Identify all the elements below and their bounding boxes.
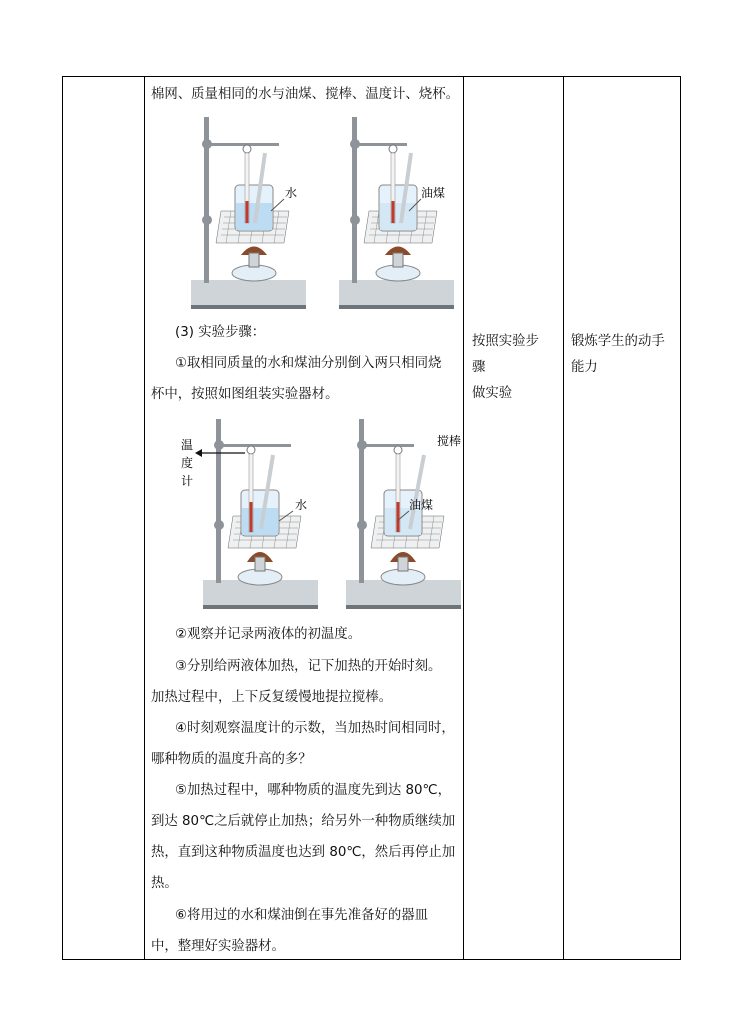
apparatus-left [203, 419, 318, 609]
svg-text:温: 温 [181, 438, 194, 452]
stir-rod-label: 搅棒 [437, 434, 462, 448]
step5-line4: 热。 [151, 876, 178, 891]
svg-text:度: 度 [181, 456, 194, 470]
column-divider [463, 77, 464, 959]
student-activity-line1: 按照实验步骤 [472, 334, 539, 375]
apparatus-figure-2 [179, 417, 463, 617]
column-divider [563, 77, 564, 959]
figure2-water-label: 水 [295, 498, 308, 512]
step3-line1: ③分别给两液体加热，记下加热的开始时刻。 [175, 659, 442, 674]
step-heading: (3) 实验步骤： [175, 325, 266, 340]
step5-line3: 热，直到这种物质温度也达到 80℃，然后再停止加 [151, 845, 456, 860]
design-intent-cell [571, 329, 675, 381]
step5-line1: ⑤加热过程中，哪种物质的温度先到达 80℃， [175, 783, 451, 798]
figure1-water-label: 水 [285, 186, 298, 200]
step5-line2: 到达 80℃之后就停止加热；给另外一种物质继续加 [151, 814, 456, 829]
student-activity-cell [472, 329, 552, 407]
step2: ②观察并记录两液体的初温度。 [175, 627, 362, 642]
apparatus-figure-1 [189, 113, 459, 313]
apparatus-left [191, 117, 306, 309]
materials-line: 棉网、质量相同的水与油煤、搅棒、温度计、烧杯。 [151, 87, 459, 102]
step6-line2: 中，整理好实验器材。 [151, 939, 285, 954]
teaching-content-cell [145, 77, 463, 959]
step1-line1: ①取相同质量的水和煤油分别倒入两只相同烧 [175, 356, 442, 371]
lesson-table [62, 76, 681, 960]
step6-line1: ⑥将用过的水和煤油倒在事先准备好的器皿 [175, 908, 429, 923]
svg-text:计: 计 [181, 474, 194, 488]
design-intent-line2: 能力 [571, 360, 598, 375]
design-intent-line1: 锻炼学生的动手 [571, 334, 665, 349]
apparatus-right [339, 117, 454, 309]
figure2-kerosene-label: 油煤 [409, 498, 434, 512]
figure1-kerosene-label: 油煤 [421, 186, 446, 200]
student-activity-line2: 做实验 [472, 386, 513, 401]
step3-line2: 加热过程中，上下反复缓慢地提拉搅棒。 [151, 690, 393, 705]
step4-line1: ④时刻观察温度计的示数，当加热时间相同时， [175, 721, 455, 736]
step1-line2: 杯中，按照如图组装实验器材。 [151, 387, 339, 402]
step4-line2: 哪种物质的温度升高的多？ [151, 752, 312, 767]
thermometer-label [181, 438, 193, 488]
